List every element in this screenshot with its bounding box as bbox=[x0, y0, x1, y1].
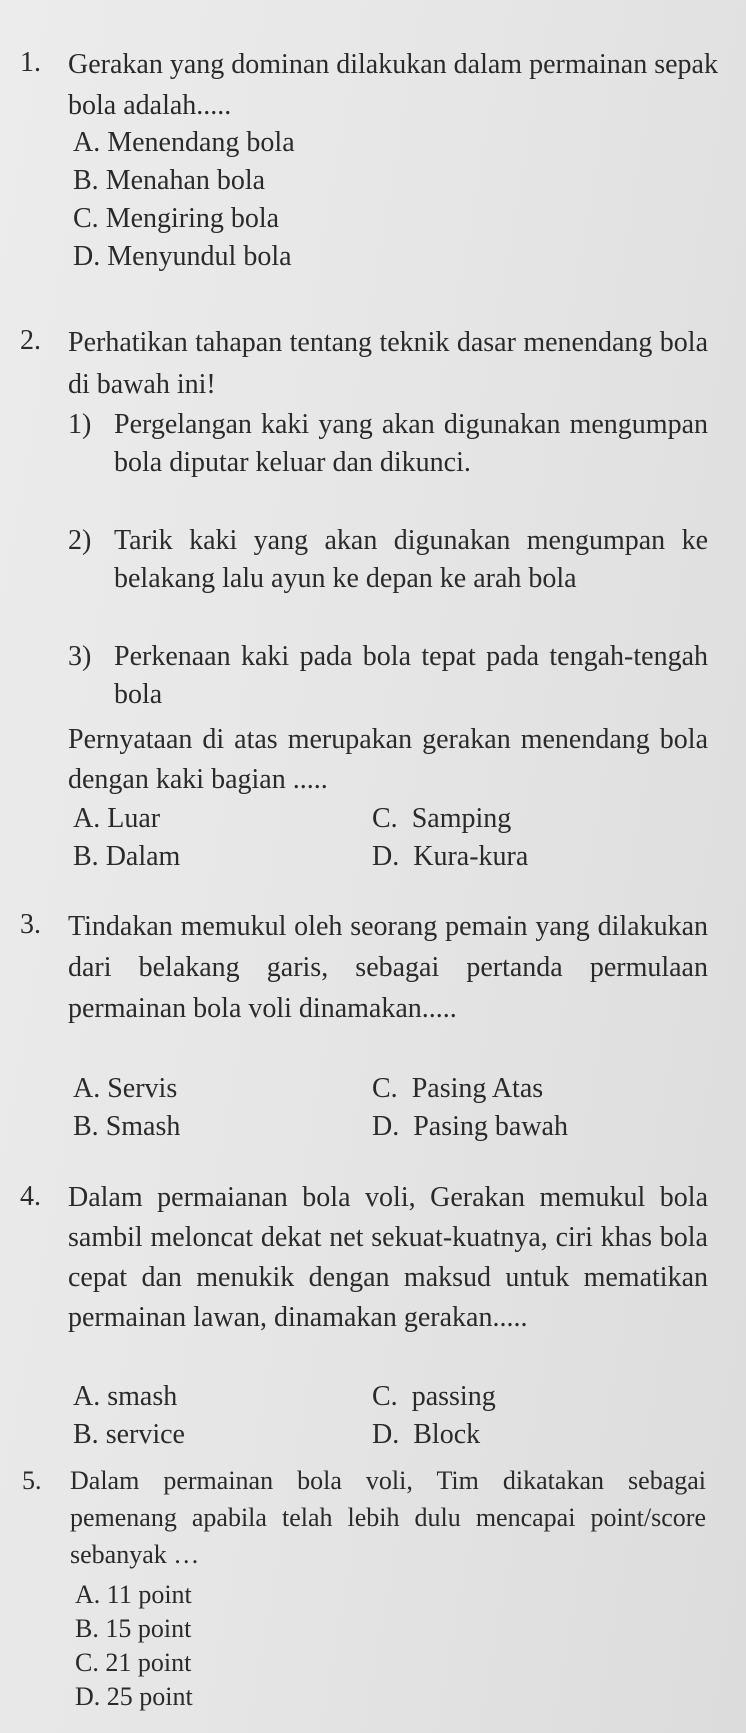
option-b[interactable]: B. service bbox=[73, 1419, 185, 1450]
option-a[interactable]: A. 11 point bbox=[75, 1580, 192, 1609]
question-number: 5. bbox=[22, 1466, 42, 1495]
option-a[interactable]: A. smash bbox=[73, 1381, 178, 1412]
option-b[interactable]: B. Menahan bola bbox=[73, 165, 266, 196]
question-stem: Perhatikan tahapan tentang teknik dasar menendang bola di bawah ini! bbox=[68, 327, 708, 400]
option-c[interactable]: C. Pasing Atas bbox=[372, 1073, 544, 1104]
step-text: Pergelangan kaki yang akan digunakan mengumpan bola diputar keluar dan dikunci. bbox=[114, 409, 708, 478]
question-stem: Tindakan memukul oleh seorang pemain yang dilakukan dari belakang garis, sebagai pertanda permulaan permainan bola voli dinamakan..... bbox=[68, 911, 708, 1024]
option-a[interactable]: A. Menendang bola bbox=[73, 127, 295, 158]
option-b[interactable]: B. 15 point bbox=[75, 1614, 192, 1643]
option-c[interactable]: C. Mengiring bola bbox=[73, 203, 280, 234]
option-c[interactable]: C. 21 point bbox=[75, 1648, 192, 1677]
step-text: Tarik kaki yang akan digunakan mengumpan ke belakang lalu ayun ke depan ke arah bola bbox=[114, 525, 708, 594]
option-c[interactable]: C. passing bbox=[372, 1381, 496, 1412]
option-d[interactable]: D. Kura-kura bbox=[372, 841, 529, 872]
option-a[interactable]: A. Luar bbox=[73, 803, 161, 834]
question-stem: Dalam permaianan bola voli, Gerakan memukul bola sambil meloncat dekat net sekuat-kuatnya, ciri khas bola cepat dan menukik dengan maksud untuk mematikan permainan lawan, dinamakan gerakan..... bbox=[68, 1182, 708, 1333]
question-number: 1. bbox=[20, 47, 41, 78]
question-stem: Gerakan yang dominan dilakukan dalam permainan sepak bola adalah..... bbox=[68, 49, 718, 121]
question-number: 2. bbox=[20, 325, 41, 356]
option-d[interactable]: D. Menyundul bola bbox=[73, 241, 292, 272]
step-2: 2) Tarik kaki yang akan digunakan mengumpan ke belakang lalu ayun ke depan ke arah bola bbox=[68, 522, 708, 598]
option-b[interactable]: B. Dalam bbox=[73, 841, 181, 872]
option-d[interactable]: D. 25 point bbox=[75, 1682, 193, 1711]
question-stem: Dalam permainan bola voli, Tim dikatakan sebagai pemenang apabila telah lebih dulu mencapai point/score sebanyak … bbox=[70, 1466, 706, 1569]
option-b[interactable]: B. Smash bbox=[73, 1111, 181, 1142]
question-number: 3. bbox=[20, 909, 41, 940]
option-d[interactable]: D. Pasing bawah bbox=[372, 1111, 568, 1142]
option-c[interactable]: C. Samping bbox=[372, 803, 512, 834]
step-1: 1) Pergelangan kaki yang akan digunakan mengumpan bola diputar keluar dan dikunci. bbox=[68, 406, 708, 482]
question-prompt: Pernyataan di atas merupakan gerakan menendang bola dengan kaki bagian ..... bbox=[68, 724, 708, 795]
option-d[interactable]: D. Block bbox=[372, 1419, 481, 1450]
option-a[interactable]: A. Servis bbox=[73, 1073, 178, 1104]
step-text: Perkenaan kaki pada bola tepat pada tengah-tengah bola bbox=[114, 641, 708, 710]
step-3: 3) Perkenaan kaki pada bola tepat pada tengah-tengah bola bbox=[68, 638, 708, 714]
question-number: 4. bbox=[20, 1181, 41, 1212]
